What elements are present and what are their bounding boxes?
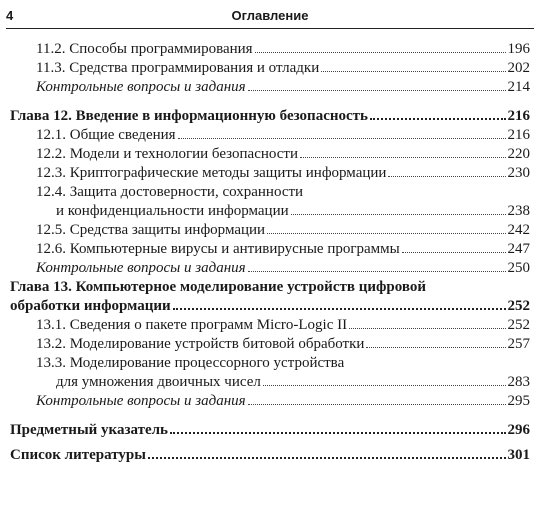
toc-entry-label: 11.3. Средства программирования и отладки <box>36 60 320 76</box>
toc-entry-ch12-questions <box>10 259 530 278</box>
toc-entry-label: 13.2. Моделирование устройств битовой обработки <box>36 336 365 352</box>
toc-entry-12-5 <box>10 221 530 240</box>
toc-entry-label: 11.2. Способы программирования <box>36 41 253 57</box>
toc-entry-page: 283 <box>507 374 530 390</box>
toc-entry-label: 12.1. Общие сведения <box>36 127 176 143</box>
toc-entry-page: 230 <box>507 165 530 181</box>
dot-leader <box>255 52 506 53</box>
toc-subject-index <box>10 421 530 440</box>
dot-leader <box>366 347 505 348</box>
toc-entry-11-3 <box>10 59 530 78</box>
dot-leader <box>370 118 506 120</box>
toc-chapter-page: 216 <box>507 108 530 124</box>
table-of-contents <box>10 40 530 465</box>
toc-chapter-label: Список литературы <box>10 447 146 463</box>
running-header <box>6 6 534 28</box>
toc-entry-page: 238 <box>507 203 530 219</box>
toc-chapter-12 <box>10 107 530 126</box>
dot-leader <box>248 271 506 272</box>
toc-entry-page: 216 <box>507 127 530 143</box>
dot-leader <box>170 432 506 434</box>
header-rule <box>6 28 534 29</box>
toc-entry-12-4 <box>10 202 530 221</box>
toc-references <box>10 446 530 465</box>
toc-entry-page: 220 <box>507 146 530 162</box>
toc-entry-page: 196 <box>507 41 530 57</box>
toc-entry-13-1 <box>10 316 530 335</box>
toc-entry-label: 13.1. Сведения о пакете программ Micro-Logic II <box>36 317 348 333</box>
toc-entry-13-3 <box>10 373 530 392</box>
toc-entry-page: 202 <box>507 60 530 76</box>
toc-chapter-page: 296 <box>507 422 530 438</box>
toc-chapter-13 <box>10 297 530 316</box>
toc-entry-label: Контрольные вопросы и задания <box>36 393 246 409</box>
dot-leader <box>248 90 506 91</box>
toc-chapter-page: 301 <box>507 447 530 463</box>
toc-entry-label: 12.5. Средства защиты информации <box>36 222 266 238</box>
dot-leader <box>349 328 505 329</box>
toc-entry-13-3-line1: 13.3. Моделирование процессорного устройства <box>36 355 345 371</box>
toc-entry-12-4-line1: 12.4. Защита достоверности, сохранности <box>36 184 304 200</box>
toc-entry-label: 12.2. Модели и технологии безопасности <box>36 146 298 162</box>
dot-leader <box>173 308 506 310</box>
toc-entry-12-3 <box>10 164 530 183</box>
toc-entry-ch11-questions <box>10 78 530 97</box>
toc-entry-12-6 <box>10 240 530 259</box>
dot-leader <box>388 176 505 177</box>
dot-leader <box>267 233 505 234</box>
toc-entry-page: 242 <box>507 222 530 238</box>
toc-entry-12-1 <box>10 126 530 145</box>
toc-entry-label: и конфиденциальности информации <box>56 203 289 219</box>
dot-leader <box>321 71 505 72</box>
toc-entry-page: 252 <box>507 317 530 333</box>
toc-entry-page: 250 <box>507 260 530 276</box>
dot-leader <box>248 404 506 405</box>
toc-entry-page: 257 <box>507 336 530 352</box>
toc-entry-page: 295 <box>507 393 530 409</box>
toc-entry-label: 12.3. Криптографические методы защиты информации <box>36 165 387 181</box>
toc-chapter-13-line1: Глава 13. Компьютерное моделирование устройств цифровой <box>10 279 426 295</box>
dot-leader <box>263 385 506 386</box>
dot-leader <box>291 214 506 215</box>
toc-entry-label: для умножения двоичных чисел <box>56 374 261 390</box>
toc-entry-page: 247 <box>507 241 530 257</box>
running-title: Оглавление <box>231 8 309 23</box>
toc-chapter-label: обработки информации <box>10 298 171 314</box>
toc-entry-ch13-questions <box>10 392 530 411</box>
toc-entry-page: 214 <box>507 79 530 95</box>
toc-entry-label: Контрольные вопросы и задания <box>36 260 246 276</box>
toc-chapter-label: Предметный указатель <box>10 422 168 438</box>
toc-entry-label: Контрольные вопросы и задания <box>36 79 246 95</box>
dot-leader <box>402 252 506 253</box>
toc-entry-12-2 <box>10 145 530 164</box>
toc-entry-11-2 <box>10 40 530 59</box>
dot-leader <box>178 138 506 139</box>
dot-leader <box>148 457 506 459</box>
toc-entry-13-2 <box>10 335 530 354</box>
toc-entry-label: 12.6. Компьютерные вирусы и антивирусные программы <box>36 241 400 257</box>
dot-leader <box>300 157 506 158</box>
page-number: 4 <box>6 8 14 23</box>
toc-chapter-label: Глава 12. Введение в информационную безопасность <box>10 108 368 124</box>
toc-chapter-page: 252 <box>507 298 530 314</box>
